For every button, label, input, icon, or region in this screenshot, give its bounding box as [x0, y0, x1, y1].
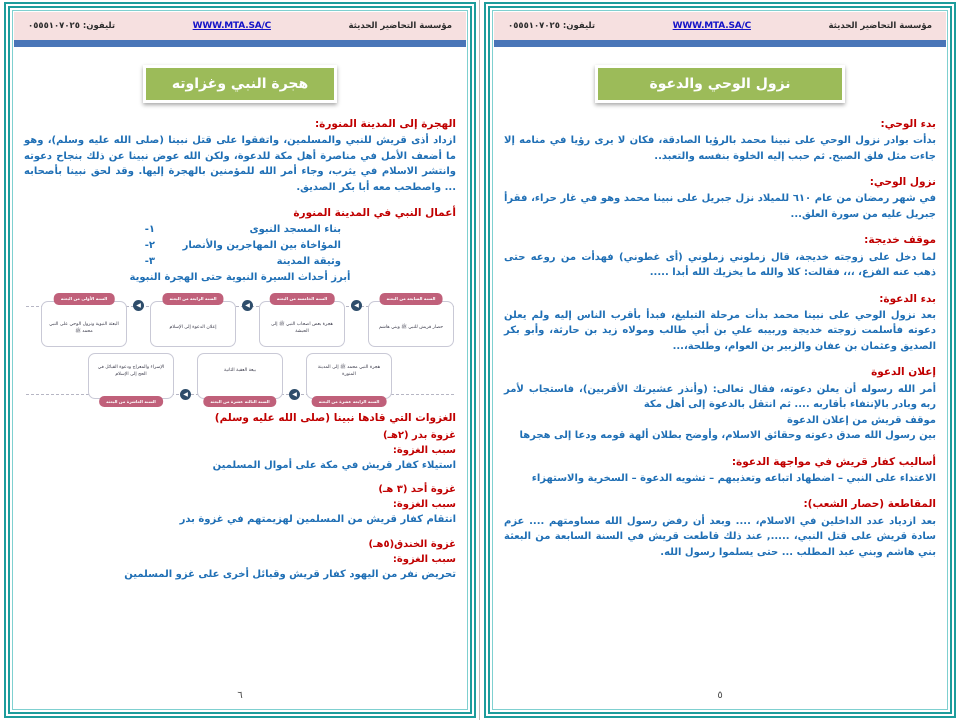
section-heading: موقف خديجة: [864, 234, 936, 247]
lesson-title-wrap-right [24, 65, 456, 103]
battle-name: غزوة بدر (٢هـ) [382, 429, 456, 441]
list-item-text: بناء المسجد النبوى [249, 224, 341, 236]
section-subheading: موقف قريش من إعلان الدعوة [786, 414, 936, 426]
timeline-badge: السنة الخامسة من البعثة [270, 293, 335, 305]
timeline-card-text: حصار قريش للنبي ﷺ وبني هاشم [378, 325, 444, 331]
battles-heading: الغزوات التي قادها نبينا (صلى الله عليه وسلم) [214, 412, 456, 425]
page-footer-left [490, 678, 950, 712]
page-left-body [490, 47, 950, 678]
section-heading: بدء الدعوة: [879, 292, 936, 305]
timeline-card [306, 353, 392, 404]
section-prophet-works [24, 206, 456, 286]
section-heading: أساليب كفار قريش في مواجهة الدعوة: [731, 455, 936, 468]
section-mawqif-khadija [504, 233, 936, 280]
page-number: ٦ [237, 689, 243, 701]
battle-reason-label: سبب الغزوة: [392, 444, 456, 456]
list-item [24, 238, 456, 254]
list-item-text: المؤاخاة بين المهاجرين والأنصار [182, 240, 341, 252]
timeline-caption: أبرز أحداث السيرة النبوية حتى الهجرة النبوية [129, 272, 351, 284]
list-item-number: ١- [144, 224, 155, 236]
battle-name: غزوة أحد (٣ هـ) [378, 484, 456, 496]
page-header-right [14, 12, 466, 40]
list-item-number: ٢- [144, 240, 155, 252]
section-subbody: بين رسول الله صدق دعوته وحقائق الاسلام، وأوضح بطلان ألهة قومه ودعا إلى هجرها [519, 430, 936, 442]
header-org-name: مؤسسة التحاضير الحديثة [828, 21, 932, 31]
arrow-left-icon: ◀ [351, 300, 362, 311]
page-left-frame [488, 6, 952, 714]
timeline-badge: السنة الأولى من البعثة [54, 293, 115, 305]
list-item-text: وثيقة المدينة [276, 256, 341, 268]
timeline-card-text: البعثة النبوية ونزول الوحي على النبي محمد ﷺ [49, 322, 119, 334]
section-heading: إعلان الدعوة [871, 366, 936, 379]
header-website-link[interactable]: WWW.MTA.SA/C [672, 21, 751, 31]
timeline-card [368, 296, 454, 347]
section-body: بدأت بوادر نزول الوحي على نبينا محمد بالرؤيا الصادقة، فكان لا يرى رؤيا في منامه إلا جاءت مثل فلق الصبح. ثم حبب إليه الخلوة بنفسه والتعبد.. [504, 135, 936, 162]
timeline-badge: السنة الثالثة عشرة من البعثة [203, 396, 276, 408]
timeline-card-text: هجرة النبي محمد ﷺ إلى المدينة المنورة [317, 365, 381, 377]
list-item [24, 222, 456, 238]
battle-reason-label: سبب الغزوة: [392, 553, 456, 565]
section-heading: الهجرة إلى المدينة المنورة: [314, 118, 456, 130]
section-hijrah [24, 117, 456, 195]
lesson-title-left: نزول الوحي والدعوة [595, 65, 845, 103]
battle-reason: انتقام كفار قريش من المسلمين لهزيمتهم في غزوة بدر [179, 514, 456, 526]
section-muqataa [504, 497, 936, 560]
timeline-card-text: الإسراء والمعراج ودعوة القبائل في الحج إلى الإسلام [97, 365, 165, 377]
seerah-timeline-diagram [24, 296, 456, 404]
section-battles [24, 411, 456, 582]
battle-uhud [24, 482, 456, 528]
timeline-badge: السنة السابعة من البعثة [380, 293, 443, 305]
battle-khandaq [24, 537, 456, 583]
page-footer-right [10, 678, 470, 712]
works-list [24, 222, 456, 270]
section-asalib-quraysh [504, 455, 936, 487]
section-body: الاعتداء على النبي – اضطهاد اتباعه وتعذيبهم – تشويه الدعوة – السخرية والاستهزاء [531, 472, 936, 484]
timeline-card-text: هجرة بعض اصحاب النبي ﷺ إلى الحبشة [271, 322, 333, 334]
timeline-card [197, 353, 283, 404]
section-body: بعد نزول الوحي على نبينا محمد بدأت مرحلة التبليغ، فبدأ بأقرب الناس إليه ولم يعلن دعوته فأسلمت زوجته خديجة وربيبه علي بن أبي طالب ومولاه زيد بن حارثة، وأبو بكر الصديق وعثمان بن عفان والزبير بن العوام، وطلحة،... [504, 309, 936, 352]
timeline-card [88, 353, 174, 404]
timeline-badge: السنة الرابعة من البعثة [162, 293, 223, 305]
header-website-link[interactable]: WWW.MTA.SA/C [192, 21, 271, 31]
timeline-card-text: بيعة العقبة الثانية [224, 368, 256, 374]
section-heading: المقاطعة (حصار الشعب): [803, 498, 936, 511]
section-bad-alwahy [504, 117, 936, 164]
battle-reason-label: سبب الغزوة: [392, 499, 456, 511]
timeline-top-row [26, 296, 454, 347]
timeline-card [150, 296, 236, 347]
arrow-left-icon: ◀ [133, 300, 144, 311]
battle-name: غزوة الخندق(٥هـ) [368, 538, 456, 550]
section-body: ازداد أذى قريش للنبي والمسلمين، واتفقوا على قتل نبينا (صلى الله عليه وسلم)، وهو ما أضعف الأمل في مناصرة أهل مكة للدعوة، ولكن الله عوض نبينا عن ذلك بنجاح دعوته وانتشر الاسلام في يثرب، وجاء أمر الله للمؤمنين بالهجرة إليها. وقد لحق نبينا بأصحابه ... واصطحب معه أبا بكر الصديق. [24, 135, 456, 193]
arrow-left-icon: ◀ [289, 389, 300, 400]
page-header-left [494, 12, 946, 40]
section-body: لما دخل على زوجته خديجة، قال زملوني زملوني (أى غطوني) فهدأت من روعه حتى ذهب عنه الفزع، ،،، فقالت: كلا والله ما يخزيك الله أبدا ..... [504, 251, 936, 279]
battle-reason: استيلاء كفار قريش في مكة على أموال المسلمين [212, 459, 456, 471]
timeline-card [41, 296, 127, 347]
battle-badr [24, 428, 456, 474]
battle-reason: تحريض نفر من اليهود كفار قريش وقبائل أخرى على غزو المسلمين [124, 568, 456, 580]
list-item-number: ٣- [144, 256, 155, 268]
timeline-badge: السنة الرابعة عشرة من البعثة [312, 396, 387, 408]
timeline-card [259, 296, 345, 347]
lesson-title-right: هجرة النبي وغزاوته [143, 65, 337, 103]
section-heading: بدء الوحي: [880, 118, 936, 130]
page-right-frame [8, 6, 472, 714]
timeline-bottom-row [26, 353, 454, 404]
arrow-left-icon: ◀ [180, 389, 191, 400]
timeline-badge: السنة العاشرة من البعثة [99, 396, 163, 408]
header-phone: تليفون: ٠٥٥٥١٠٧٠٢٥ [28, 21, 116, 31]
lesson-title-wrap-left [504, 65, 936, 103]
section-heading: أعمال النبي في المدينة المنورة [293, 207, 456, 220]
section-body: أمر الله رسوله أن يعلن دعوته، فقال تعالى: (وأنذر عشيرتك الأقربين)، فاستجاب لأمر ربه وبادر بالإنتفاء بأقاربه .... ثم انتقل بالدعوة إلى أهل مكة [504, 383, 936, 411]
header-divider-bar-left [494, 40, 946, 47]
section-nuzul-alwahy [504, 175, 936, 222]
header-divider-bar-right [14, 40, 466, 47]
section-body: بعد ازدياد عدد الداخلين في الاسلام، .... وبعد أن رفض رسول الله مساومتهم .... عزم سادة قريش على قتل النبي، ....., عند ذلك قاطعت قريش في السنة السابعة من البعثة بني هاشم وبني عبد المطلب ... حتى يسلموا رسول الله. [504, 515, 936, 558]
header-phone: تليفون: ٠٥٥٥١٠٧٠٢٥ [508, 21, 596, 31]
header-org-name: مؤسسة التحاضير الحديثة [348, 21, 452, 31]
list-item [24, 254, 456, 270]
section-ilan-aldawa [504, 365, 936, 443]
page-number: ٥ [717, 689, 723, 701]
section-heading: نزول الوحي: [869, 176, 936, 189]
page-right-body [10, 47, 470, 678]
section-body: في شهر رمضان من عام ٦١٠ للميلاد نزل جبريل على نبينا محمد وهو في غار حراء، فقرأ جبريل عليه من سورة العلق... [504, 193, 936, 220]
page-left [480, 0, 960, 720]
section-bad-aldawa [504, 292, 936, 355]
arrow-left-icon: ◀ [242, 300, 253, 311]
timeline-card-text: إعلان الدعوة إلى الإسلام [169, 325, 217, 331]
